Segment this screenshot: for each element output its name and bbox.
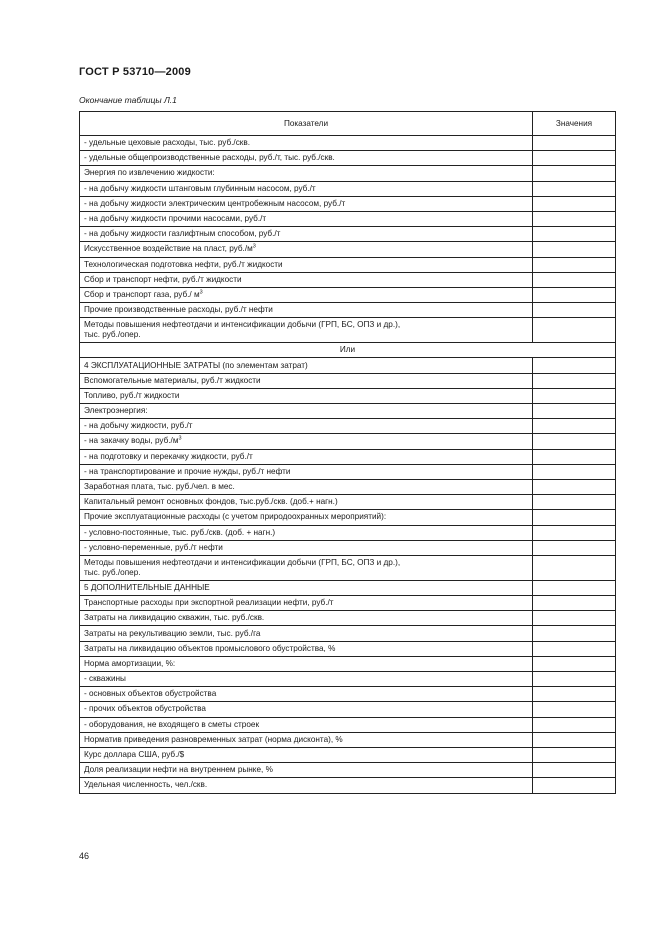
table-row xyxy=(80,211,616,226)
value-cell xyxy=(533,287,616,302)
value-cell xyxy=(533,540,616,555)
indicator-label: - на добычу жидкости, руб./т xyxy=(84,421,193,431)
page-number: 46 xyxy=(79,851,90,861)
indicator-label: - на добычу жидкости прочими насосами, руб./т xyxy=(84,214,267,224)
value-cell xyxy=(533,626,616,641)
indicator-cell xyxy=(80,641,533,656)
indicator-label: - прочих объектов обустройства xyxy=(84,704,206,714)
indicator-cell xyxy=(80,449,533,464)
value-cell xyxy=(533,747,616,762)
indicator-label: Или xyxy=(339,345,356,355)
indicator-cell xyxy=(80,242,533,257)
column-header-indicators: Показатели xyxy=(80,112,533,136)
value-cell xyxy=(533,479,616,494)
table-row xyxy=(80,580,616,595)
table-row xyxy=(80,166,616,181)
value-cell xyxy=(533,136,616,151)
value-cell xyxy=(533,687,616,702)
table-row xyxy=(80,464,616,479)
indicator-cell xyxy=(80,166,533,181)
value-cell xyxy=(533,257,616,272)
indicator-label: Прочие производственные расходы, руб./т нефти xyxy=(84,305,273,315)
table-row xyxy=(80,732,616,747)
indicator-label: - на добычу жидкости газлифтным способом, руб./т xyxy=(84,229,281,239)
indicator-cell xyxy=(80,596,533,611)
table-row xyxy=(80,287,616,302)
value-cell xyxy=(533,717,616,732)
value-cell xyxy=(533,181,616,196)
indicator-cell xyxy=(80,747,533,762)
table-row xyxy=(80,404,616,419)
table-caption: Окончание таблицы Л.1 xyxy=(79,95,177,105)
value-cell xyxy=(533,166,616,181)
table-row xyxy=(80,303,616,318)
indicator-cell xyxy=(80,272,533,287)
indicator-cell xyxy=(80,257,533,272)
indicator-cell xyxy=(80,318,533,343)
indicator-cell xyxy=(80,358,533,373)
indicator-label: Сбор и транспорт газа, руб./ м xyxy=(84,289,200,299)
indicator-label: 5 ДОПОЛНИТЕЛЬНЫЕ ДАННЫЕ xyxy=(84,582,210,592)
value-cell xyxy=(533,449,616,464)
value-cell xyxy=(533,358,616,373)
indicator-cell xyxy=(80,580,533,595)
value-cell xyxy=(533,641,616,656)
indicator-label: - основных объектов обустройства xyxy=(84,689,217,699)
table-row xyxy=(80,687,616,702)
indicator-cell xyxy=(80,555,533,580)
table-row xyxy=(80,257,616,272)
value-cell xyxy=(533,318,616,343)
indicator-label: Электроэнергия: xyxy=(84,406,148,416)
indicator-label: - оборудования, не входящего в сметы строек xyxy=(84,719,260,729)
indicator-cell xyxy=(80,510,533,525)
table-row xyxy=(80,227,616,242)
value-cell xyxy=(533,373,616,388)
indicator-cell xyxy=(80,151,533,166)
indicator-label: Затраты на рекультивацию земли, тыс. руб./га xyxy=(84,628,261,638)
table-row xyxy=(80,318,616,343)
indicator-cell xyxy=(80,672,533,687)
indicator-cell xyxy=(80,404,533,419)
table-row xyxy=(80,525,616,540)
indicator-label: Искусственное воздействие на пласт, руб./м xyxy=(84,244,253,254)
indicator-cell xyxy=(80,656,533,671)
indicator-cell xyxy=(80,763,533,778)
indicator-label: - на подготовку и перекачку жидкости, руб./т xyxy=(84,451,253,461)
indicator-cell xyxy=(80,227,533,242)
unit-superscript: 3 xyxy=(199,289,203,296)
value-cell xyxy=(533,672,616,687)
table-row xyxy=(80,510,616,525)
indicator-cell xyxy=(80,343,616,358)
table-row xyxy=(80,702,616,717)
table-row xyxy=(80,449,616,464)
indicator-label: Затраты на ликвидацию скважин, тыс. руб./скв. xyxy=(84,613,265,623)
indicator-cell xyxy=(80,303,533,318)
value-cell xyxy=(533,303,616,318)
value-cell xyxy=(533,702,616,717)
table-row xyxy=(80,419,616,434)
indicator-label: - на добычу жидкости штанговым глубинным насосом, руб./т xyxy=(84,183,316,193)
table-row xyxy=(80,717,616,732)
indicator-label: Методы повышения нефтеотдачи и интенсификации добычи (ГРП, БС, ОПЗ и др.), xyxy=(84,557,401,567)
value-cell xyxy=(533,404,616,419)
indicator-cell xyxy=(80,388,533,403)
indicator-label: - удельные общепроизводственные расходы, руб./т, тыс. руб./скв. xyxy=(84,153,335,163)
table-row xyxy=(80,373,616,388)
value-cell xyxy=(533,555,616,580)
indicator-cell xyxy=(80,211,533,226)
indicator-cell xyxy=(80,181,533,196)
table-row xyxy=(80,181,616,196)
table-row xyxy=(80,388,616,403)
table-row xyxy=(80,495,616,510)
indicator-cell xyxy=(80,136,533,151)
value-cell xyxy=(533,596,616,611)
table-row xyxy=(80,358,616,373)
table-row xyxy=(80,672,616,687)
value-cell xyxy=(533,510,616,525)
value-cell xyxy=(533,495,616,510)
indicator-label: Методы повышения нефтеотдачи и интенсификации добычи (ГРП, БС, ОПЗ и др.), xyxy=(84,320,401,330)
table-row xyxy=(80,555,616,580)
value-cell xyxy=(533,580,616,595)
value-cell xyxy=(533,525,616,540)
indicators-table xyxy=(79,111,616,794)
indicator-cell xyxy=(80,479,533,494)
table-row xyxy=(80,778,616,793)
indicator-label: - удельные цеховые расходы, тыс. руб./скв. xyxy=(84,138,250,148)
indicator-label-continuation: тыс. руб./опер. xyxy=(84,567,141,577)
table-row xyxy=(80,272,616,287)
indicator-label: Прочие эксплуатационные расходы (с учетом природоохранных мероприятий): xyxy=(84,512,387,522)
table-row xyxy=(80,242,616,257)
table-row xyxy=(80,343,616,358)
indicator-label: Капитальный ремонт основных фондов, тыс.руб./скв. (доб.+ нагн.) xyxy=(84,497,338,507)
indicator-label: Топливо, руб./т жидкости xyxy=(84,390,180,400)
table-body xyxy=(80,136,616,794)
indicator-label: Удельная численность, чел./скв. xyxy=(84,780,208,790)
table-header-row xyxy=(80,112,616,136)
unit-superscript: 3 xyxy=(252,243,256,250)
indicator-label: Транспортные расходы при экспортной реализации нефти, руб./т xyxy=(84,598,334,608)
indicator-cell xyxy=(80,702,533,717)
value-cell xyxy=(533,419,616,434)
value-cell xyxy=(533,763,616,778)
indicator-label: Сбор и транспорт нефти, руб./т жидкости xyxy=(84,274,242,284)
indicator-cell xyxy=(80,732,533,747)
indicator-label: Заработная плата, тыс. руб./чел. в мес. xyxy=(84,482,235,492)
indicator-cell xyxy=(80,611,533,626)
value-cell xyxy=(533,778,616,793)
table-row xyxy=(80,641,616,656)
value-cell xyxy=(533,196,616,211)
indicator-label: - на добычу жидкости электрическим центробежным насосом, руб./т xyxy=(84,198,346,208)
value-cell xyxy=(533,388,616,403)
table-row xyxy=(80,763,616,778)
table-row xyxy=(80,626,616,641)
indicator-label: - на закачку воды, руб./м xyxy=(84,436,179,446)
value-cell xyxy=(533,272,616,287)
table-row xyxy=(80,136,616,151)
table-row xyxy=(80,747,616,762)
indicator-label: Норма амортизации, %: xyxy=(84,658,176,668)
indicator-cell xyxy=(80,525,533,540)
indicator-label: Затраты на ликвидацию объектов промыслового обустройства, % xyxy=(84,643,336,653)
value-cell xyxy=(533,151,616,166)
indicator-cell xyxy=(80,434,533,449)
indicator-label: - скважины xyxy=(84,674,126,684)
table-row xyxy=(80,656,616,671)
indicator-label: Доля реализации нефти на внутреннем рынке, % xyxy=(84,765,273,775)
indicator-cell xyxy=(80,540,533,555)
table-row xyxy=(80,479,616,494)
indicator-cell xyxy=(80,778,533,793)
indicator-label: Энергия по извлечению жидкости: xyxy=(84,168,215,178)
indicator-cell xyxy=(80,373,533,388)
indicator-label: - условно-постоянные, тыс. руб./скв. (доб. + нагн.) xyxy=(84,527,276,537)
indicator-label: Норматив приведения разновременных затрат (норма дисконта), % xyxy=(84,734,343,744)
indicator-cell xyxy=(80,287,533,302)
indicator-label: Курс доллара США, руб./$ xyxy=(84,750,185,760)
value-cell xyxy=(533,434,616,449)
column-header-values: Значения xyxy=(533,112,616,136)
indicator-cell xyxy=(80,419,533,434)
table-row xyxy=(80,196,616,211)
table-row xyxy=(80,596,616,611)
value-cell xyxy=(533,732,616,747)
indicator-cell xyxy=(80,626,533,641)
table-row xyxy=(80,540,616,555)
value-cell xyxy=(533,656,616,671)
indicator-label-continuation: тыс. руб./опер. xyxy=(84,330,141,340)
indicator-cell xyxy=(80,495,533,510)
indicator-cell xyxy=(80,717,533,732)
indicator-label: Вспомогательные материалы, руб./т жидкости xyxy=(84,375,261,385)
document-header: ГОСТ Р 53710—2009 xyxy=(79,66,191,78)
value-cell xyxy=(533,611,616,626)
value-cell xyxy=(533,227,616,242)
indicator-cell xyxy=(80,196,533,211)
indicator-label: - на транспортирование и прочие нужды, руб./т нефти xyxy=(84,466,291,476)
table-row xyxy=(80,434,616,449)
indicator-label: Технологическая подготовка нефти, руб./т жидкости xyxy=(84,259,283,269)
table-row xyxy=(80,611,616,626)
indicator-label: 4 ЭКСПЛУАТАЦИОННЫЕ ЗАТРАТЫ (по элементам затрат) xyxy=(84,360,308,370)
indicator-cell xyxy=(80,687,533,702)
indicator-label: - условно-переменные, руб./т нефти xyxy=(84,542,223,552)
indicator-cell xyxy=(80,464,533,479)
value-cell xyxy=(533,242,616,257)
value-cell xyxy=(533,211,616,226)
value-cell xyxy=(533,464,616,479)
unit-superscript: 3 xyxy=(178,435,182,442)
table-row xyxy=(80,151,616,166)
